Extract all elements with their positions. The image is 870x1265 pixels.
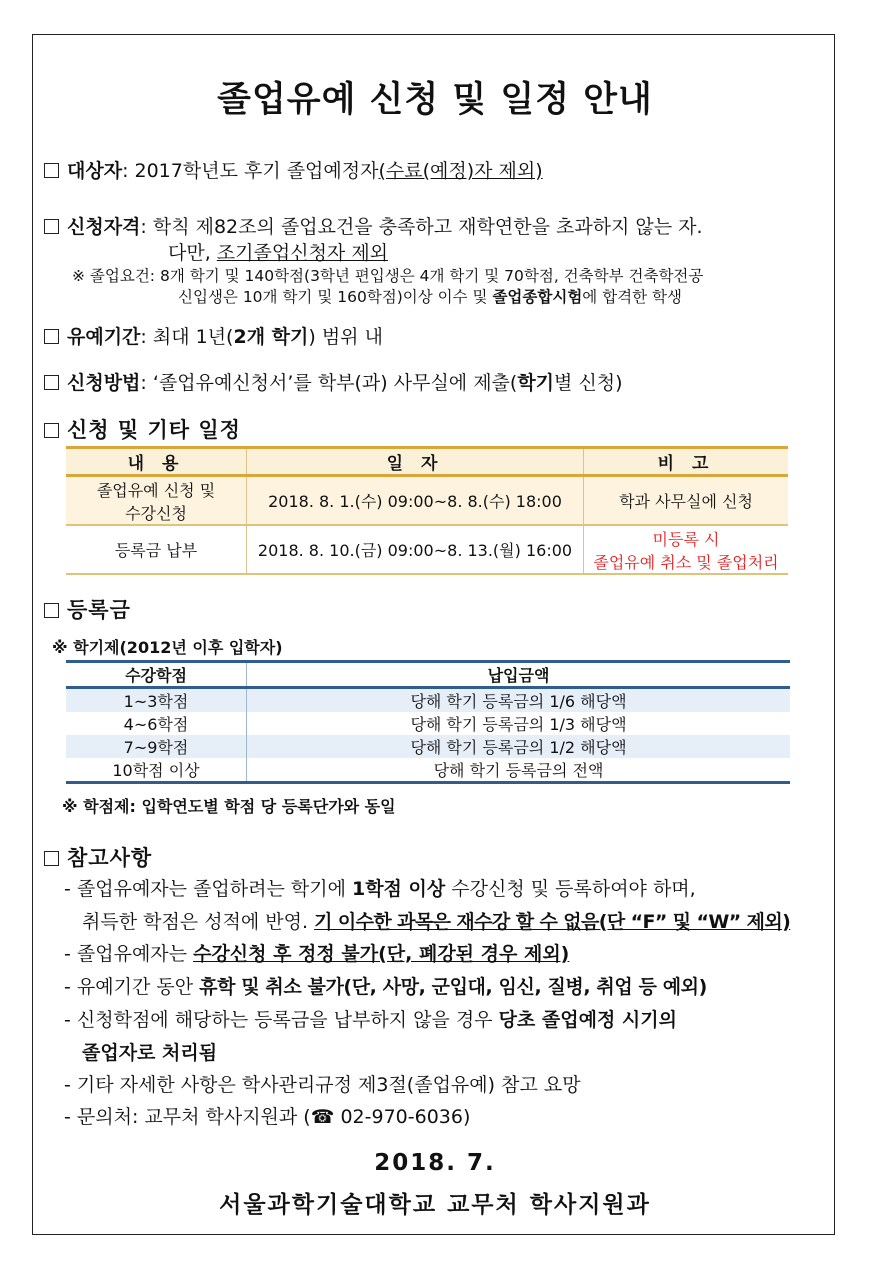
row-amount: 당해 학기 등록금의 1/6 해당액 <box>247 688 791 713</box>
checkbox-square-icon <box>44 851 59 866</box>
note-text: - 문의처: 교무처 학사지원과 ( <box>64 1106 311 1128</box>
note-text: 수강신청 및 등록하여야 하며, <box>445 878 696 900</box>
note-item-4-line2: 졸업자로 처리됨 <box>82 1042 218 1064</box>
header-date: 일 자 <box>247 448 584 476</box>
checkbox-square-icon <box>44 603 59 618</box>
table-header-row <box>66 448 788 476</box>
header-content: 내 용 <box>66 448 247 476</box>
note-bold: 수강신청 후 정정 불가(단, 폐강된 경우 제외) <box>193 943 570 965</box>
row-note-line1: 미등록 시 <box>652 529 720 549</box>
row-credits: 1~3학점 <box>66 688 247 713</box>
notes-heading-text: 참고사항 <box>67 846 153 870</box>
target-line <box>44 156 543 183</box>
row-amount: 당해 학기 등록금의 전액 <box>247 758 791 783</box>
footer-date: 2018. 7. <box>374 1150 496 1176</box>
note-item-1 <box>64 874 696 901</box>
phone-icon: ☎ <box>310 1106 335 1128</box>
note-bold: 1학점 이상 <box>351 878 446 900</box>
checkbox-square-icon <box>44 423 59 438</box>
header-credits: 수강학점 <box>66 662 247 688</box>
target-text: : 2017학년도 후기 졸업예정자 <box>122 160 379 182</box>
qualification-line <box>44 212 703 239</box>
page-title: 졸업유예 신청 및 일정 안내 <box>217 80 653 120</box>
table-row <box>66 688 790 713</box>
row-content: 졸업유예 신청 및 수강신청 <box>66 476 247 526</box>
note-bold: 당초 졸업예정 시기의 <box>498 1009 677 1031</box>
note-bold: 휴학 및 취소 불가(단, 사망, 군입대, 임신, 질병, 취업 등 예외) <box>199 976 707 998</box>
note-item-4 <box>64 1005 677 1032</box>
table-row <box>66 476 788 526</box>
checkbox-square-icon <box>44 163 59 178</box>
method-line <box>44 368 623 395</box>
fees-table <box>66 660 790 784</box>
note-text: - 유예기간 동안 <box>64 976 200 998</box>
qualification-exclusion: 조기졸업신청자 제외 <box>216 242 389 264</box>
note2-text: 신입생은 10개 학기 및 160학점)이상 이수 및 <box>178 288 493 306</box>
graduation-requirement-note: ※ 졸업요건: 8개 학기 및 140학점(3학년 편입생은 4개 학기 및 70학점, 건축학부 건축학전공 <box>72 267 704 285</box>
note-item-2 <box>64 939 569 966</box>
row-content: 등록금 납부 <box>66 525 247 574</box>
row-amount: 당해 학기 등록금의 1/2 해당액 <box>247 735 791 758</box>
note-text: - 신청학점에 해당하는 등록금을 납부하지 않을 경우 <box>64 1009 499 1031</box>
period-text: : 최대 1년( <box>140 326 234 348</box>
row-credits: 10학점 이상 <box>66 758 247 783</box>
note-item-1-line2 <box>82 907 790 934</box>
row-credits: 7~9학점 <box>66 735 247 758</box>
checkbox-square-icon <box>44 375 59 390</box>
footer-org: 서울과학기술대학교 교무처 학사지원과 <box>219 1192 651 1218</box>
note2-bold: 졸업종합시험 <box>492 288 583 306</box>
row-date: 2018. 8. 1.(수) 09:00~8. 8.(수) 18:00 <box>247 476 584 526</box>
table-row <box>66 758 790 783</box>
note-text: - 졸업유예자는 졸업하려는 학기에 <box>64 878 352 900</box>
schedule-heading <box>44 414 241 444</box>
target-label: 대상자 <box>67 160 123 182</box>
table-row <box>66 712 790 735</box>
period-label: 유예기간 <box>67 326 141 348</box>
note-bold: 기 이수한 과목은 재수강 할 수 없음(단 “F” 및 “W” 제외) <box>314 911 791 933</box>
table-row <box>66 735 790 758</box>
method-text: : ‘졸업유예신청서’를 학부(과) 사무실에 제출( <box>140 372 518 394</box>
period-line <box>44 322 383 349</box>
row-date: 2018. 8. 10.(금) 09:00~8. 13.(월) 16:00 <box>247 525 584 574</box>
notes-heading <box>44 842 152 872</box>
qualification-line2 <box>168 238 388 265</box>
header-note: 비 고 <box>584 448 789 476</box>
checkbox-square-icon <box>44 329 59 344</box>
note2-text-b: 에 합격한 학생 <box>582 288 682 306</box>
schedule-table <box>66 446 788 575</box>
method-label: 신청방법 <box>67 372 141 394</box>
fees-subnote: ※ 학기제(2012년 이후 입학자) <box>52 638 283 657</box>
note-text: - 졸업유예자는 <box>64 943 194 965</box>
row-note <box>584 525 789 574</box>
table-header-row <box>66 662 790 688</box>
note-item-3 <box>64 972 707 999</box>
row-credits: 4~6학점 <box>66 712 247 735</box>
table-row <box>66 525 788 574</box>
row-note: 학과 사무실에 신청 <box>584 476 789 526</box>
period-bold: 2개 학기 <box>233 326 309 348</box>
graduation-requirement-note-2 <box>178 285 682 307</box>
checkbox-square-icon <box>44 219 59 234</box>
qualification-text: : 학칙 제82조의 졸업요건을 충족하고 재학연한을 초과하지 않는 자. <box>140 216 703 238</box>
header-amount: 납입금액 <box>247 662 791 688</box>
qualification-prefix: 다만, <box>168 242 217 264</box>
target-exclusion: (수료(예정)자 제외) <box>378 160 543 182</box>
note-item-5: - 기타 자세한 사항은 학사관리규정 제3절(졸업유예) 참고 요망 <box>64 1074 581 1096</box>
note-item-6 <box>64 1102 470 1129</box>
method-text-b: 별 신청) <box>554 372 623 394</box>
fees-footnote: ※ 학점제: 입학연도별 학점 당 등록단가와 동일 <box>62 797 396 816</box>
method-bold: 학기 <box>517 372 555 394</box>
note-text: 02-970-6036) <box>334 1106 471 1128</box>
schedule-heading-text: 신청 및 기타 일정 <box>67 418 241 442</box>
period-text-b: ) 범위 내 <box>308 326 383 348</box>
row-note-line2: 졸업유예 취소 및 졸업처리 <box>593 552 779 572</box>
fees-heading <box>44 594 131 624</box>
qualification-label: 신청자격 <box>67 216 141 238</box>
note-text: 취득한 학점은 성적에 반영. <box>82 911 315 933</box>
row-amount: 당해 학기 등록금의 1/3 해당액 <box>410 715 627 734</box>
fees-heading-text: 등록금 <box>67 598 131 622</box>
